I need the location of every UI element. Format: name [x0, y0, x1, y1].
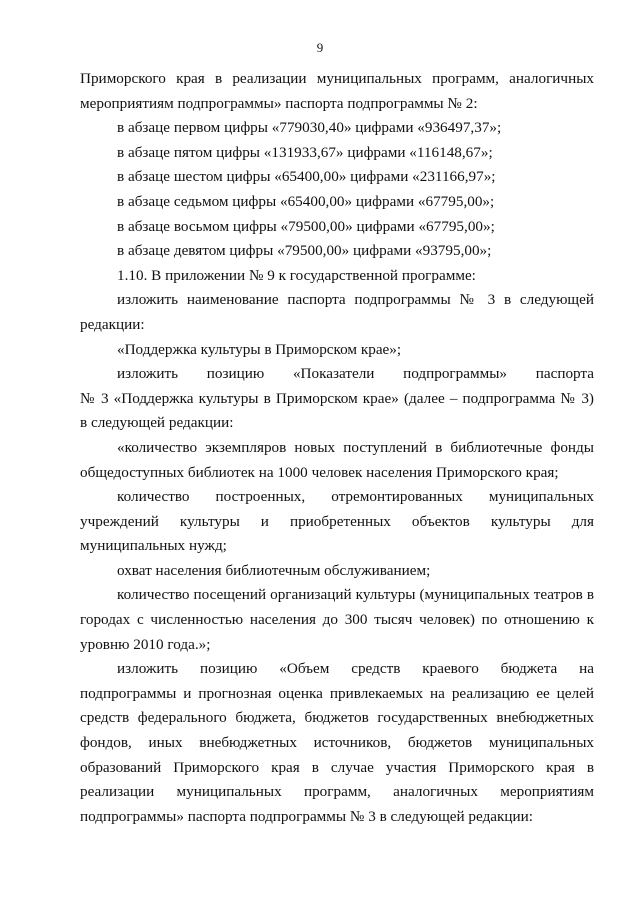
text-line: в абзаце шестом цифры «65400,00» цифрами «231166,97»;: [117, 168, 496, 186]
text-line: количество посещений организаций культуры (муниципальных театров в: [117, 586, 594, 604]
text-line: 1.10. В приложении № 9 к государственной программе:: [117, 266, 476, 284]
text-line: реализации муниципальных программ, аналогичных мероприятиям: [80, 783, 594, 801]
text-line: в абзаце девятом цифры «79500,00» цифрами «93795,00»;: [117, 242, 492, 260]
text-line: редакции:: [80, 315, 145, 333]
text-line: средств федерального бюджета, бюджетов государственных внебюджетных: [80, 709, 594, 727]
text-line: в следующей редакции:: [80, 414, 234, 432]
text-line: изложить наименование паспорта подпрограммы № 3 в следующей: [117, 291, 594, 309]
text-line: изложить позицию «Объем средств краевого бюджета на: [117, 660, 594, 678]
text-line: учреждений культуры и приобретенных объектов культуры для: [80, 512, 594, 530]
text-line: мероприятиям подпрограммы» паспорта подпрограммы № 2:: [80, 94, 478, 112]
text-line: в абзаце первом цифры «779030,40» цифрами «936497,37»;: [117, 119, 502, 137]
text-line: подпрограммы и прогнозная оценка привлекаемых на реализацию ее целей: [80, 684, 594, 702]
text-line: образований Приморского края в случае участия Приморского края в: [80, 758, 594, 776]
text-line: изложить позицию «Показатели подпрограммы» паспорта: [117, 365, 594, 383]
text-line: уровню 2010 года.»;: [80, 635, 211, 653]
text-line: в абзаце пятом цифры «131933,67» цифрами «116148,67»;: [117, 143, 493, 161]
text-line: охват населения библиотечным обслуживанием;: [117, 561, 431, 579]
text-line: в абзаце седьмом цифры «65400,00» цифрами «67795,00»;: [117, 192, 495, 210]
text-line: «Поддержка культуры в Приморском крае»;: [117, 340, 402, 358]
text-line: количество построенных, отремонтированных муниципальных: [117, 488, 594, 506]
text-line: фондов, иных внебюджетных источников, бюджетов муниципальных: [80, 734, 594, 752]
text-line: подпрограммы» паспорта подпрограммы № 3 в следующей редакции:: [80, 807, 534, 825]
text-line: Приморского края в реализации муниципальных программ, аналогичных: [80, 70, 594, 87]
text-line: в абзаце восьмом цифры «79500,00» цифрами «67795,00»;: [117, 217, 495, 235]
text-line: городах с численностью населения до 300 тысяч человек) по отношению к: [80, 611, 594, 629]
text-line: общедоступных библиотек на 1000 человек населения Приморского края;: [80, 463, 559, 481]
text-line: № 3 «Поддержка культуры в Приморском крае» (далее – подпрограмма № 3): [80, 389, 594, 407]
page-number: 9: [316, 40, 324, 55]
text-line: муниципальных нужд;: [80, 537, 227, 555]
text-line: «количество экземпляров новых поступлений в библиотечные фонды: [117, 438, 594, 456]
document-body: [80, 67, 594, 829]
